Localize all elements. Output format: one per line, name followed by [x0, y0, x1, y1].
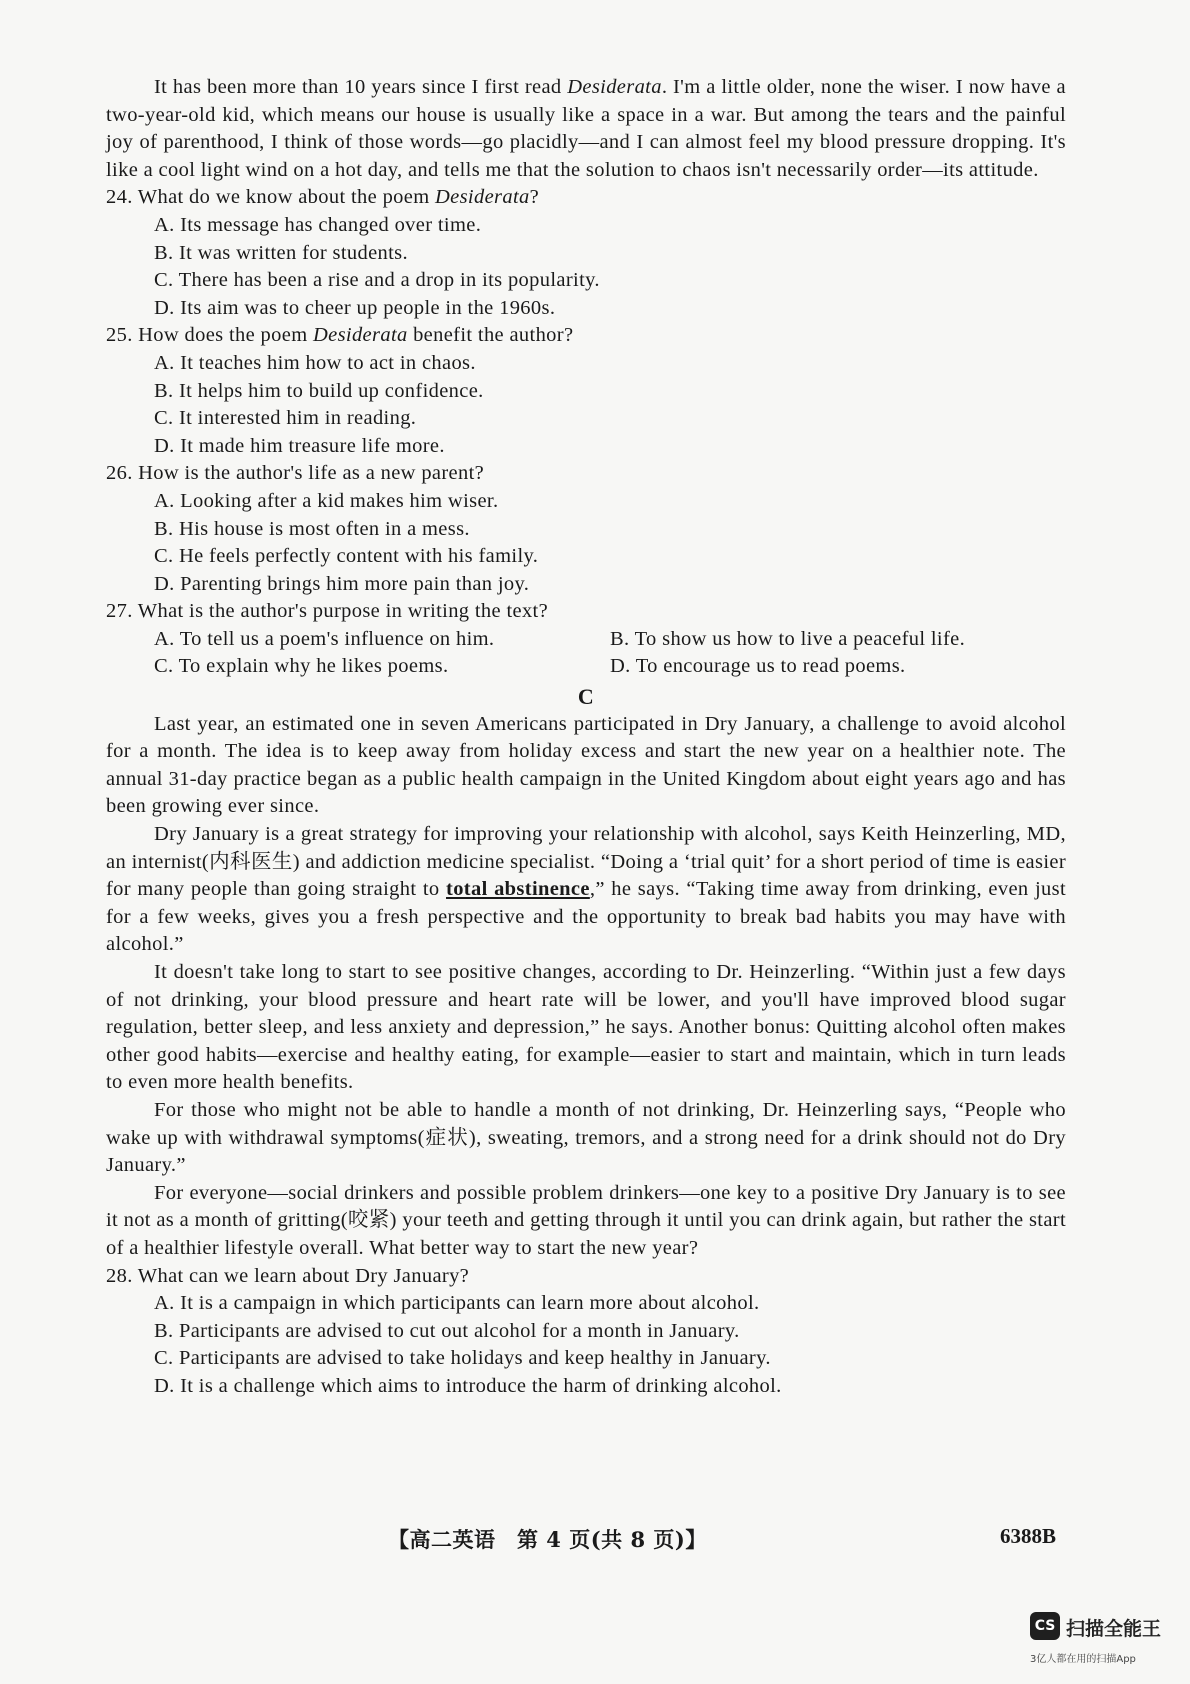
- option-d: D. Parenting brings him more pain than joy.: [154, 572, 530, 595]
- option-a: A. It teaches him how to act in chaos.: [154, 351, 476, 374]
- option-b: B. It helps him to build up confidence.: [154, 379, 484, 402]
- option-d: D. It made him treasure life more.: [154, 434, 445, 457]
- question-stem: 28. What can we learn about Dry January?: [106, 1264, 470, 1287]
- options-row-2: [154, 653, 1066, 681]
- option-a: A. To tell us a poem's influence on him.: [154, 627, 495, 650]
- watermark-subtitle: 3亿人都在用的扫描App: [1030, 1654, 1136, 1665]
- option-b: B. It was written for students.: [154, 241, 408, 264]
- watermark-title: 扫描全能王: [1066, 1618, 1162, 1640]
- option-a: A. Looking after a kid makes him wiser.: [154, 489, 499, 512]
- option-c: C. To explain why he likes poems.: [154, 655, 449, 678]
- scanner-watermark: [1030, 1612, 1180, 1672]
- option-d: D. It is a challenge which aims to introduce the harm of drinking alcohol.: [154, 1374, 782, 1397]
- question-25: [106, 322, 1066, 460]
- option-c: C. He feels perfectly content with his family.: [154, 545, 539, 568]
- option-b: B. Participants are advised to cut out alcohol for a month in January.: [154, 1319, 740, 1342]
- camscanner-logo-icon: CS: [1030, 1612, 1060, 1640]
- option-c: C. There has been a rise and a drop in its popularity.: [154, 269, 600, 292]
- option-a: A. It is a campaign in which participants can learn more about alcohol.: [154, 1292, 760, 1315]
- poem-title: Desiderata: [567, 76, 662, 98]
- page-footer: [0, 1524, 1190, 1554]
- section-c-paragraph-1: Last year, an estimated one in seven Americans participated in Dry January, a challenge to avoid alcohol for a month. The idea is to keep away from holiday excess and start the new year on a healthier note. The annual 31-day practice began as a public health campaign in the United Kingdom about eight years ago and has been growing ever since.: [106, 712, 1066, 818]
- section-c-title: C: [577, 684, 595, 710]
- underlined-phrase: total abstinence: [446, 878, 590, 901]
- option-d: D. To encourage us to read poems.: [610, 655, 906, 678]
- question-24: [106, 184, 1066, 322]
- question-27: [106, 598, 1066, 681]
- section-c-paragraph-5: For everyone—social drinkers and possible problem drinkers—one key to a positive Dry January is to see it not as a month of gritting(咬紧) your teeth and getting through it until you can drink again, but rather the start of a healthier lifestyle overall. What better way to start the new year?: [106, 1181, 1066, 1259]
- option-c: C. Participants are advised to take holidays and keep healthy in January.: [154, 1347, 771, 1370]
- section-c-paragraph-2: Dry January is a great strategy for improving your relationship with alcohol, says Keith Heinzerling, MD, an internist(内科医生) and addiction medicine specialist. “Doing a ‘trial quit’ for a short period of time is easier for many people than going straight to total abstinence,” he says. “Taking time away from drinking, even just for a few weeks, gives you a fresh perspective and the opportunity to break bad habits you may have with alcohol.”: [106, 823, 1067, 956]
- option-c: C. It interested him in reading.: [154, 407, 417, 430]
- question-stem: 27. What is the author's purpose in writing the text?: [106, 600, 549, 623]
- exam-page: [106, 74, 1066, 1401]
- options-row-1: [154, 626, 1066, 654]
- question-stem: 25. How does the poem Desiderata benefit the author?: [106, 324, 574, 347]
- option-d: D. Its aim was to cheer up people in the 1960s.: [154, 296, 556, 319]
- question-stem: 26. How is the author's life as a new parent?: [106, 462, 485, 485]
- option-b: B. His house is most often in a mess.: [154, 517, 470, 540]
- option-b: B. To show us how to live a peaceful life.: [610, 627, 966, 650]
- passage-b-final-paragraph: It has been more than 10 years since I first read Desiderata. I'm a little older, none the wiser. I now have a two-year-old kid, which means our house is usually like a space in a war. But among the tears and the painful joy of parenthood, I think of those words—go placidly—and I can almost feel my blood pressure dropping. It's like a cool light wind on a hot day, and tells me that the solution to chaos isn't necessarily order—its attitude.: [106, 76, 1066, 181]
- section-c-paragraph-3: It doesn't take long to start to see positive changes, according to Dr. Heinzerling. “Within just a few days of not drinking, your blood pressure and heart rate will be lower, and you'll have improved blood sugar regulation, better sleep, and less anxiety and depression,” he says. Another bonus: Quitting alcohol often makes other good habits—exercise and healthy eating, for example—easier to start and maintain, which in turn leads to even more health benefits.: [106, 961, 1066, 1094]
- question-28: [106, 1263, 1066, 1401]
- section-c-paragraph-4: For those who might not be able to handle a month of not drinking, Dr. Heinzerling says, “People who wake up with withdrawal symptoms(症状), sweating, tremors, and a strong need for a drink should not do Dry January.”: [106, 1098, 1066, 1177]
- exam-code: 6388B: [1000, 1524, 1057, 1548]
- option-a: A. Its message has changed over time.: [154, 213, 482, 236]
- question-stem: 24. What do we know about the poem Desiderata?: [106, 186, 540, 209]
- question-26: [106, 460, 1066, 598]
- page-number-label: 【高二英语 第 4 页(共 8 页)】: [388, 1527, 707, 1552]
